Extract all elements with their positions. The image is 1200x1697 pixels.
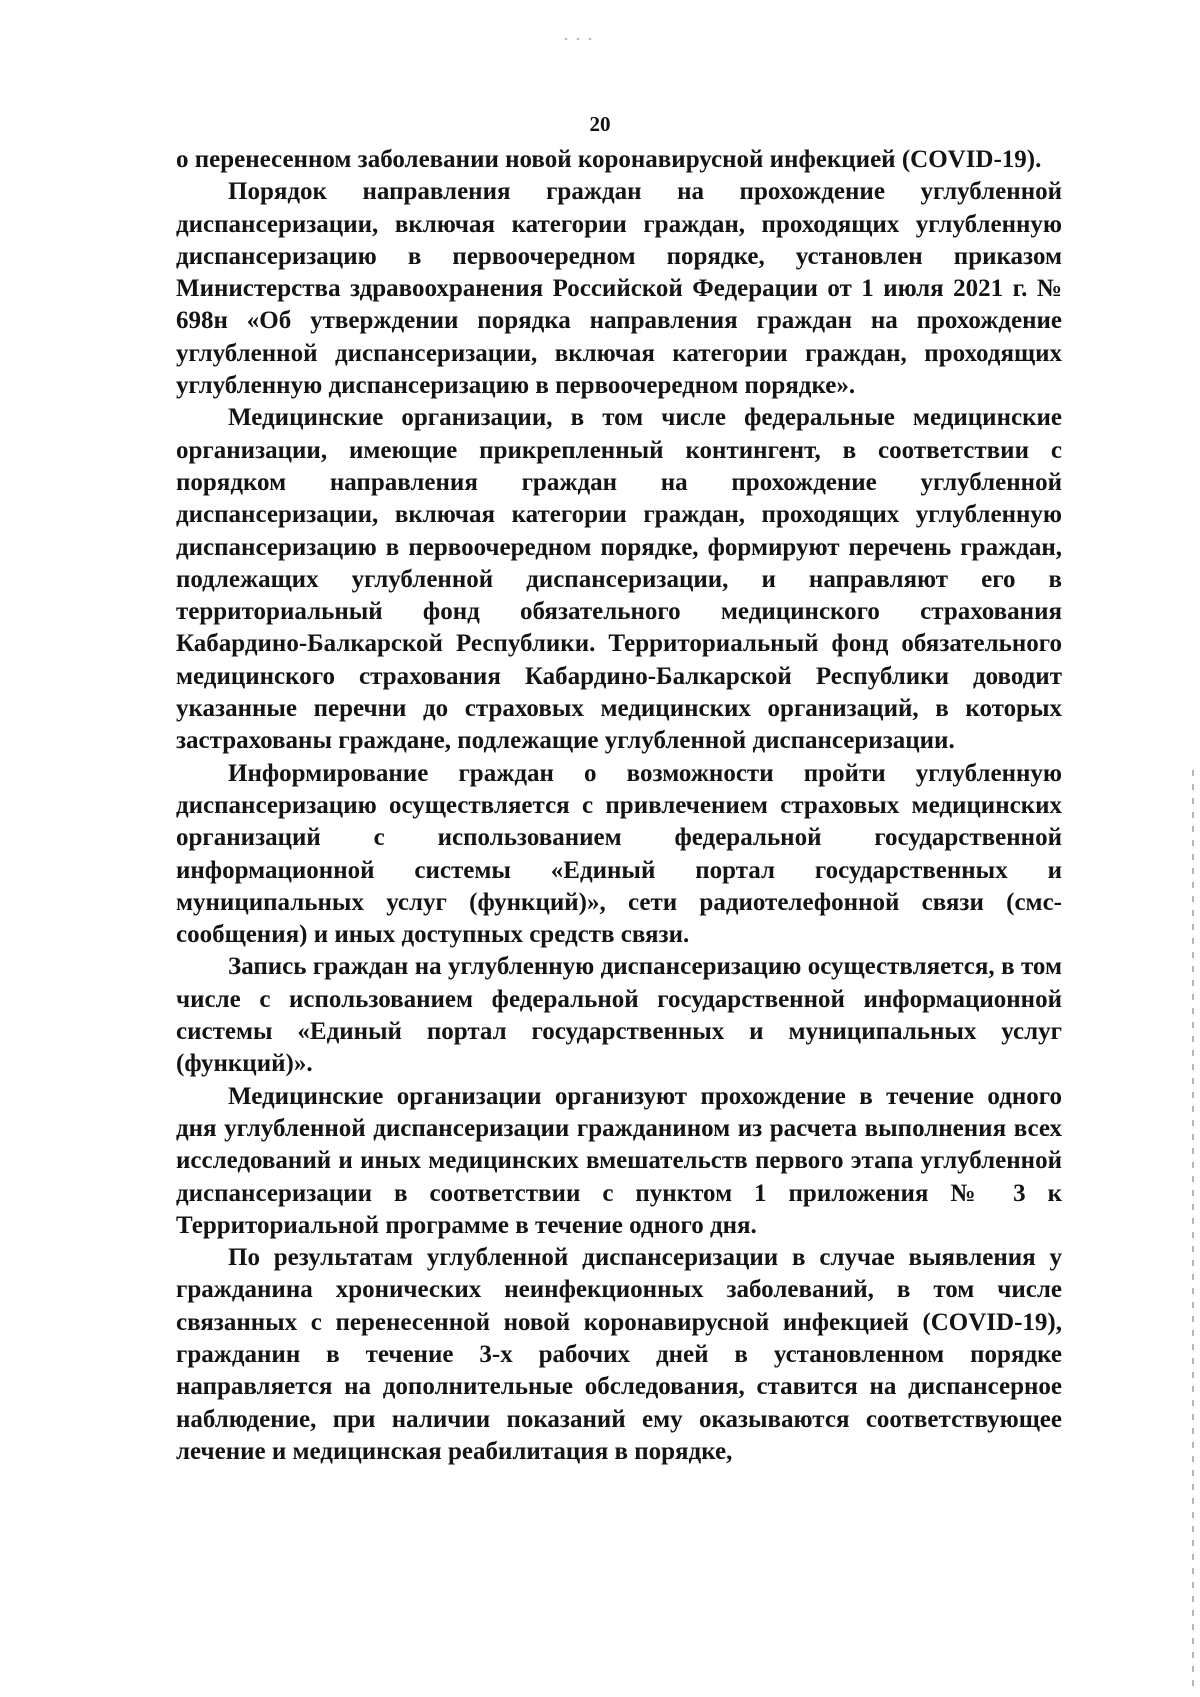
- scan-edge-artifact: [1192, 770, 1194, 1690]
- paragraph-continuation: о перенесенном заболевании новой коронавирусной инфекцией (COVID-19).: [176, 146, 1042, 173]
- body-text: [176, 144, 1062, 1468]
- paragraph: Медицинские организации, в том числе федеральные медицинские организации, имеющие прикрепленный контингент, в соответствии с порядком направления граждан на прохождение углубленной диспансеризации, включая категории граждан, проходящих углубленную диспансеризацию в первоочередном порядке, формируют перечень граждан, подлежащих углубленной диспансеризации, и направляют его в территориальный фонд обязательного медицинского страхования Кабардино-Балкарской Республики. Территориальный фонд обязательного медицинского страхования Кабардино-Балкарской Республики доводит указанные перечни до страховых медицинских организаций, в которых застрахованы граждане, подлежащие углубленной диспансеризации.: [176, 404, 1062, 755]
- scan-artifact: [560, 36, 600, 42]
- paragraph: Медицинские организации организуют прохождение в течение одного дня углубленной диспансеризации гражданином из расчета выполнения всех исследований и иных медицинских вмешательств первого этапа углубленной диспансеризации в соответствии с пунктом 1 приложения № 3 к Территориальной программе в течение одного дня.: [176, 1082, 1062, 1239]
- paragraph: Запись граждан на углубленную диспансеризацию осуществляется, в том числе с использованием федеральной государственной информационной системы «Единый портал государственных и муниципальных услуг (функций)».: [176, 953, 1062, 1078]
- paragraph: Порядок направления граждан на прохождение углубленной диспансеризации, включая категории граждан, проходящих углубленную диспансеризацию в первоочередном порядке, установлен приказом Министерства здравоохранения Российской Федерации от 1 июля 2021 г. № 698н «Об утверждении порядка направления граждан на прохождение углубленной диспансеризации, включая категории граждан, проходящих углубленную диспансеризацию в первоочередном порядке».: [176, 178, 1062, 400]
- page-number: 20: [589, 112, 611, 136]
- paragraph: Информирование граждан о возможности пройти углубленную диспансеризацию осуществляется с привлечением страховых медицинских организаций с использованием федеральной государственной информационной системы «Единый портал государственных и муниципальных услуг (функций)», сети радиотелефонной связи (смс-сообщения) и иных доступных средств связи.: [176, 759, 1062, 949]
- paragraph: По результатам углубленной диспансеризации в случае выявления у гражданина хронических неинфекционных заболеваний, в том числе связанных с перенесенной новой коронавирусной инфекцией (COVID-19), гражданин в течение 3-х рабочих дней в установленном порядке направляется на дополнительные обследования, ставится на диспансерное наблюдение, при наличии показаний ему оказываются соответствующее лечение и медицинская реабилитация в порядке,: [176, 1244, 1062, 1465]
